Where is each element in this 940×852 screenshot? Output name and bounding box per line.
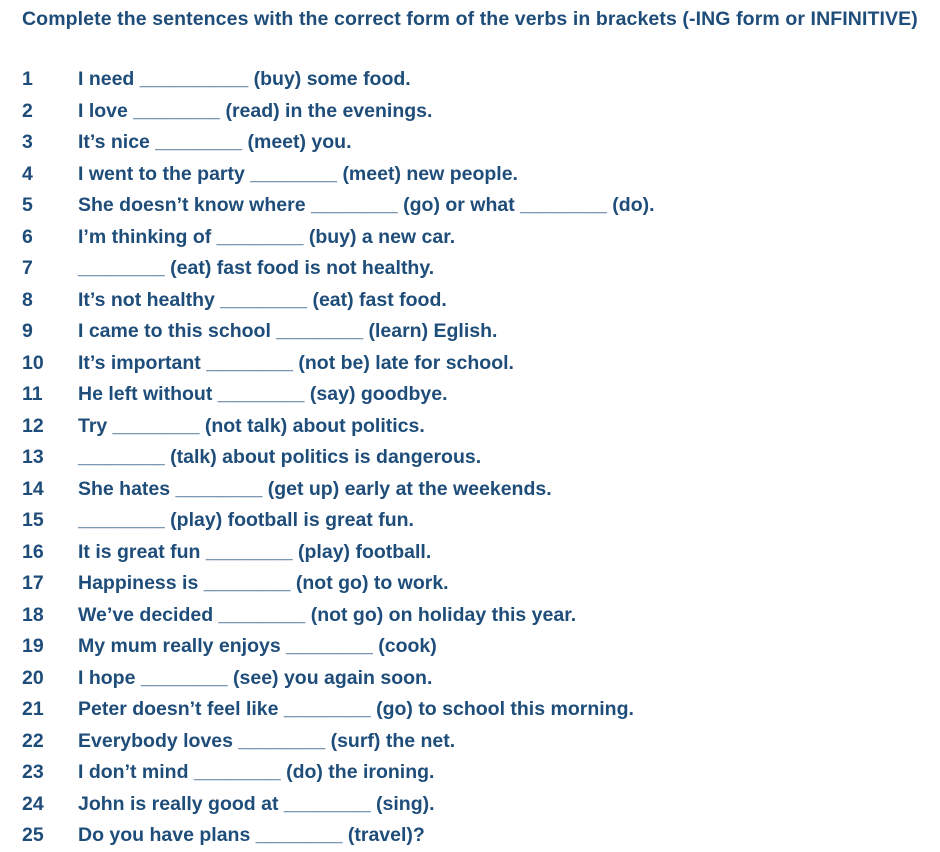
item-sentence: It’s not healthy ________ (eat) fast food.: [78, 288, 447, 311]
item-number: 25: [22, 824, 44, 846]
item-number: 12: [22, 414, 44, 437]
item-number: 19: [22, 635, 44, 657]
item-sentence: Peter doesn’t feel like ________ (go) to school this morning.: [78, 698, 634, 720]
item-number: 21: [22, 698, 44, 720]
item-number: 10: [22, 351, 44, 374]
worksheet-title: Complete the sentences with the correct form of the verbs in brackets (-ING form or INFINITIVE): [22, 8, 918, 30]
exercise-item: [0, 96, 940, 128]
item-number: 23: [22, 761, 44, 783]
item-number: 20: [22, 666, 44, 689]
item-sentence: It’s important ________ (not be) late for school.: [78, 351, 514, 374]
exercise-item: [0, 348, 940, 380]
item-number: 18: [22, 603, 44, 626]
item-number: 6: [22, 225, 33, 248]
item-sentence: Happiness is ________ (not go) to work.: [78, 572, 449, 594]
item-number: 15: [22, 509, 44, 531]
exercise-item: [0, 537, 940, 569]
exercise-item: [0, 411, 940, 443]
exercise-item: [0, 663, 940, 695]
exercise-item: [0, 600, 940, 632]
exercise-item: [0, 568, 940, 600]
item-sentence: It is great fun ________ (play) football.: [78, 540, 432, 563]
item-sentence: I love ________ (read) in the evenings.: [78, 99, 433, 122]
item-sentence: I don’t mind ________ (do) the ironing.: [78, 761, 435, 783]
item-sentence: She hates ________ (get up) early at the weekends.: [78, 477, 552, 500]
exercise-item: [0, 820, 940, 846]
item-sentence: ________ (play) football is great fun.: [78, 509, 414, 531]
exercise-item: [0, 442, 940, 474]
exercise-item: [0, 757, 940, 789]
item-sentence: He left without ________ (say) goodbye.: [78, 383, 448, 405]
exercise-item: [0, 285, 940, 317]
exercise-item: [0, 316, 940, 348]
item-sentence: Try ________ (not talk) about politics.: [78, 414, 425, 437]
item-sentence: Everybody loves ________ (surf) the net.: [78, 729, 456, 752]
exercise-item: [0, 789, 940, 821]
item-number: 24: [22, 792, 44, 815]
item-sentence: I’m thinking of ________ (buy) a new car.: [78, 225, 456, 248]
exercise-item: [0, 127, 940, 159]
exercise-item: [0, 222, 940, 254]
item-number: 2: [22, 99, 33, 122]
item-number: 22: [22, 729, 44, 752]
item-sentence: She doesn’t know where ________ (go) or what ________ (do).: [78, 194, 655, 216]
exercise-item: [0, 694, 940, 726]
item-sentence: I went to the party ________ (meet) new people.: [78, 162, 518, 185]
item-sentence: My mum really enjoys ________ (cook): [78, 635, 437, 657]
exercise-item: [0, 253, 940, 285]
item-number: 14: [22, 477, 44, 500]
item-number: 17: [22, 572, 44, 594]
item-number: 4: [22, 162, 33, 185]
item-sentence: Do you have plans ________ (travel)?: [78, 824, 425, 846]
item-number: 8: [22, 288, 33, 311]
exercise-item: [0, 726, 940, 758]
exercise-item: [0, 474, 940, 506]
exercise-item: [0, 159, 940, 191]
item-sentence: ________ (talk) about politics is dangerous.: [78, 446, 482, 468]
exercise-list: [0, 64, 940, 846]
item-number: 11: [22, 383, 43, 405]
item-number: 7: [22, 257, 33, 279]
exercise-item: [0, 64, 940, 96]
exercise-item: [0, 379, 940, 411]
item-number: 13: [22, 446, 44, 468]
exercise-item: [0, 190, 940, 222]
item-number: 3: [22, 131, 33, 153]
exercise-item: [0, 505, 940, 537]
item-number: 1: [22, 68, 33, 90]
item-sentence: We’ve decided ________ (not go) on holiday this year.: [78, 603, 577, 626]
item-sentence: John is really good at ________ (sing).: [78, 792, 435, 815]
item-sentence: I came to this school ________ (learn) Eglish.: [78, 320, 498, 342]
exercise-item: [0, 631, 940, 663]
item-sentence: I hope ________ (see) you again soon.: [78, 666, 433, 689]
item-number: 16: [22, 540, 44, 563]
item-sentence: ________ (eat) fast food is not healthy.: [78, 257, 435, 279]
item-sentence: It’s nice ________ (meet) you.: [78, 131, 352, 153]
item-number: 5: [22, 194, 33, 216]
item-number: 9: [22, 320, 33, 342]
item-sentence: I need __________ (buy) some food.: [78, 68, 411, 90]
